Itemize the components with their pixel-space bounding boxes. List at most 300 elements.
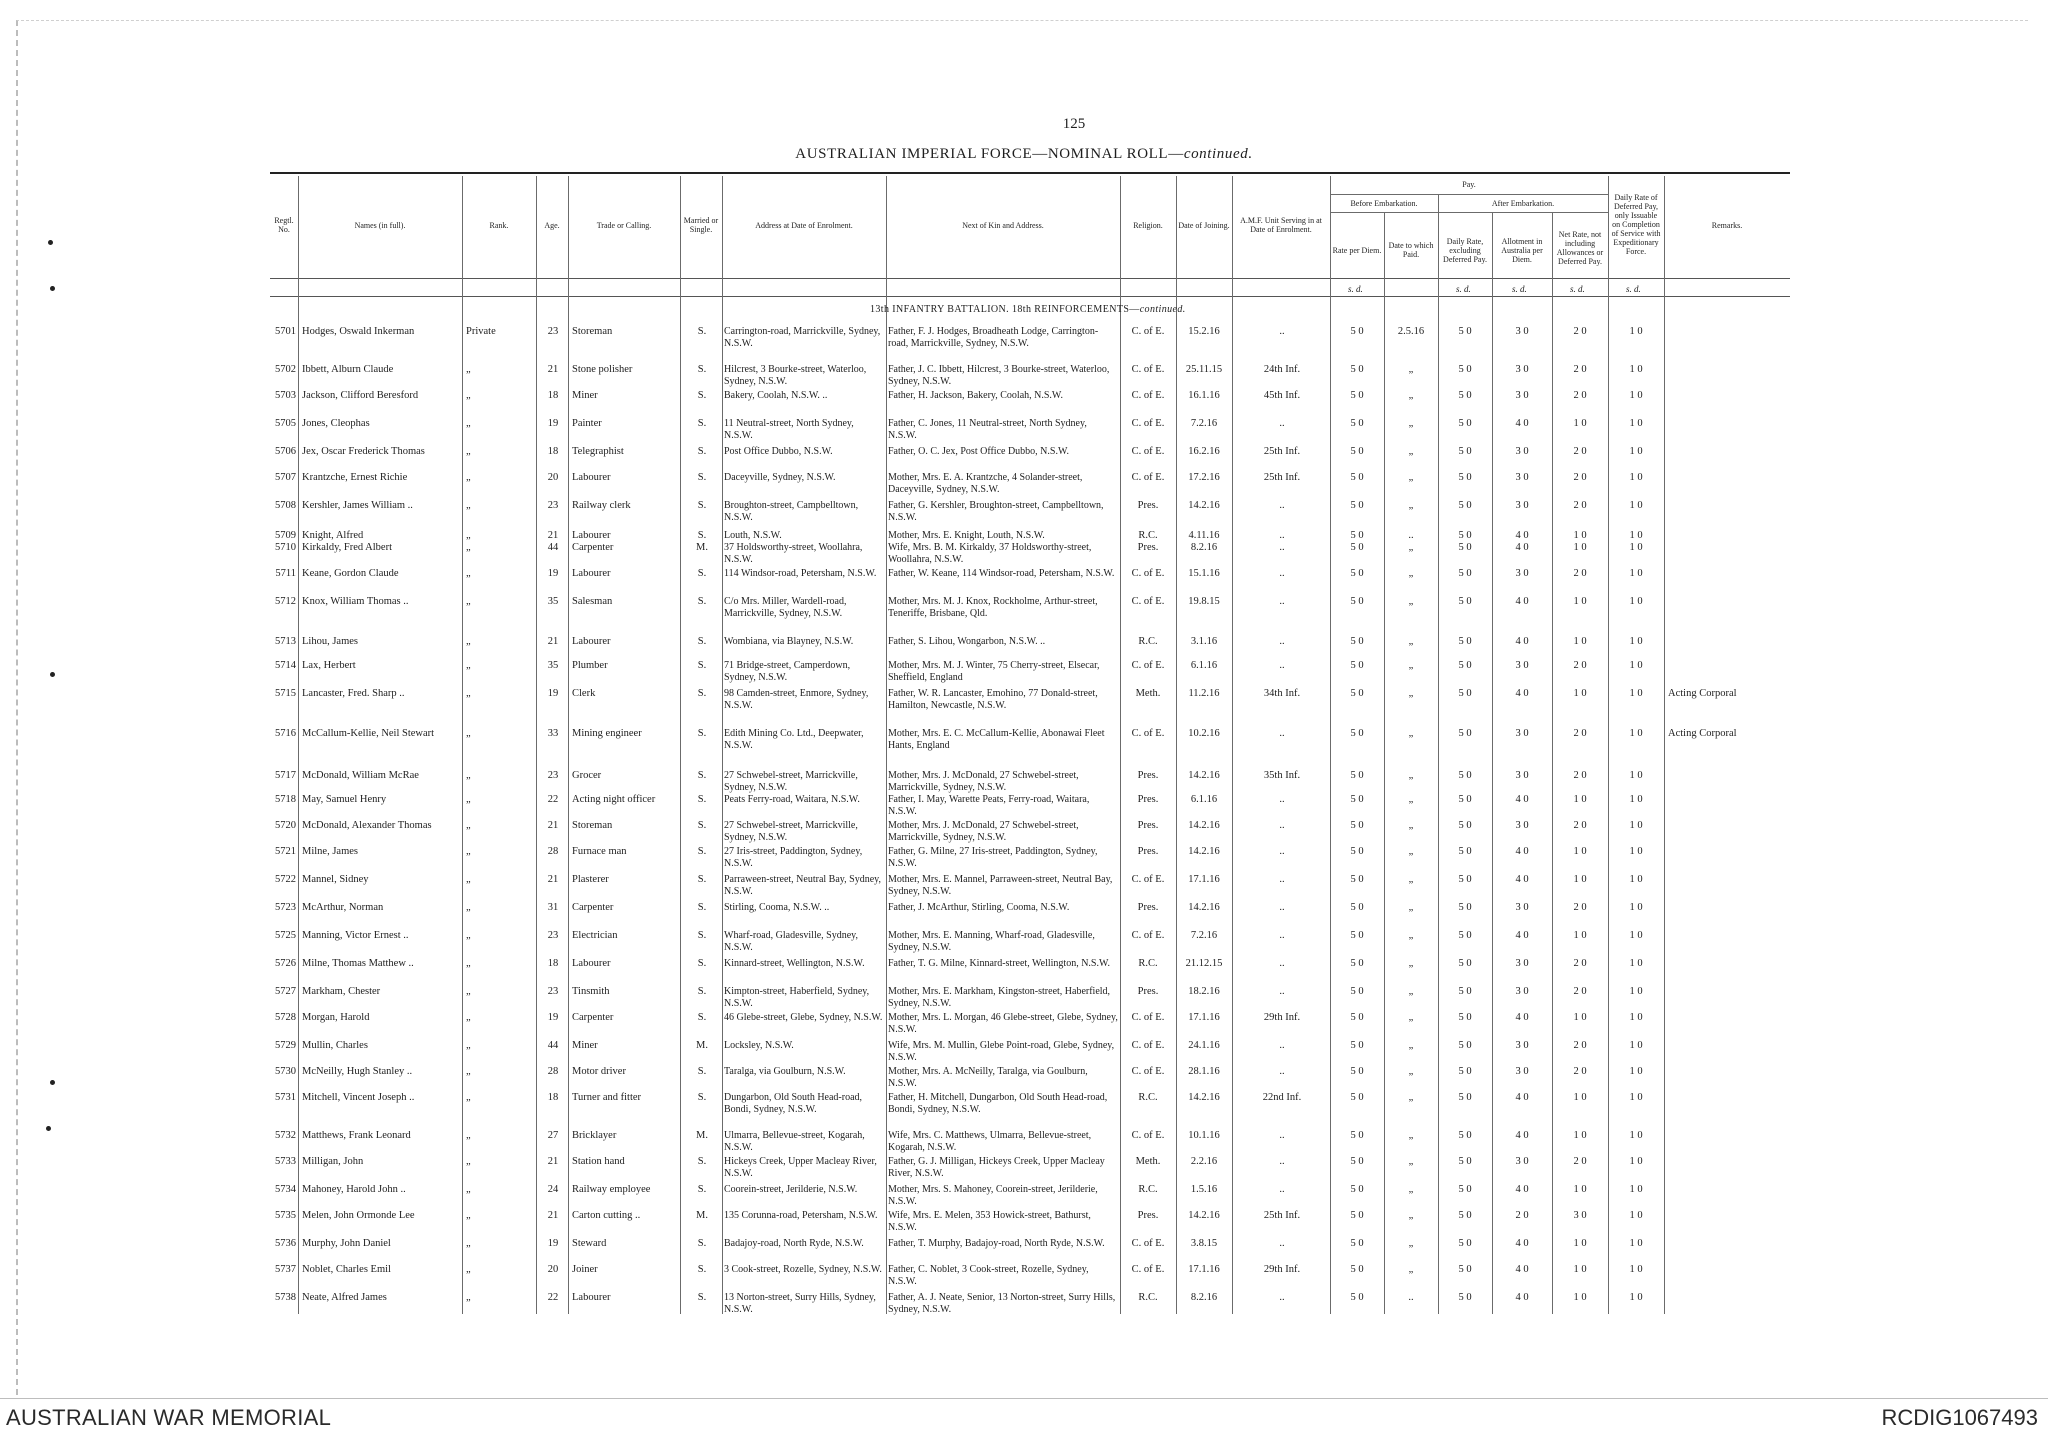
cell-rel: Pres.	[1137, 820, 1159, 831]
table-row	[0, 1184, 2048, 1211]
cell-def: 1 0	[1629, 1130, 1643, 1141]
cell-def: 1 0	[1629, 500, 1643, 511]
cell-trade: Labourer	[572, 530, 611, 541]
cell-unit: ..	[1279, 636, 1285, 647]
cell-no: 5722	[275, 874, 296, 885]
cell-trade: Bricklayer	[572, 1130, 617, 1141]
cell-kin: Mother, Mrs. S. Mahoney, Coorein-street, Jerilderie, N.S.W.	[888, 1184, 1098, 1207]
cell-rel: C. of E.	[1131, 1238, 1165, 1249]
cell-unit: ..	[1279, 326, 1285, 337]
cell-age: 28	[547, 1066, 559, 1077]
cell-allot: 4 0	[1515, 1264, 1529, 1275]
cell-no: 5710	[275, 542, 296, 553]
cell-trade: Carpenter	[572, 1012, 614, 1023]
footer-source: AUSTRALIAN WAR MEMORIAL	[6, 1405, 332, 1430]
cell-name: Mullin, Charles	[302, 1040, 368, 1051]
cell-rate: 5 0	[1350, 1092, 1364, 1103]
cell-unit: ..	[1279, 1066, 1285, 1077]
cell-date: 28.1.16	[1188, 1066, 1220, 1077]
cell-daily: 5 0	[1458, 446, 1472, 457]
cell-no: 5721	[275, 846, 296, 857]
cell-allot: 3 0	[1515, 472, 1529, 483]
footer	[0, 1398, 2048, 1437]
cell-net: 1 0	[1573, 874, 1587, 885]
cell-ms: S.	[697, 728, 707, 739]
cell-name: Manning, Victor Ernest ..	[302, 930, 409, 941]
cell-rate: 5 0	[1350, 1012, 1364, 1023]
cell-addr: Kinnard-street, Wellington, N.S.W.	[724, 958, 865, 969]
cell-date: 24.1.16	[1188, 1040, 1220, 1051]
cell-unit: ..	[1279, 660, 1285, 671]
header-pay: Pay.	[1462, 180, 1476, 189]
cell-date: 2.2.16	[1190, 1156, 1218, 1167]
cell-def: 1 0	[1629, 542, 1643, 553]
cell-trade: Furnace man	[572, 846, 627, 857]
cell-allot: 3 0	[1515, 986, 1529, 997]
cell-name: Murphy, John Daniel	[302, 1238, 391, 1249]
cell-def: 1 0	[1629, 472, 1643, 483]
cell-rate: 5 0	[1350, 902, 1364, 913]
cell-ms: S.	[697, 874, 707, 885]
cell-rate: 5 0	[1350, 820, 1364, 831]
cell-trade: Stone polisher	[572, 364, 633, 375]
cell-ms: S.	[697, 958, 707, 969]
cell-allot: 3 0	[1515, 446, 1529, 457]
cell-date: 21.12.15	[1185, 958, 1223, 969]
cell-addr: 98 Camden-street, Enmore, Sydney, N.S.W.	[724, 688, 869, 711]
cell-rate: 5 0	[1350, 874, 1364, 885]
cell-ms: S.	[697, 472, 707, 483]
cell-allot: 3 0	[1515, 500, 1529, 511]
cell-no: 5711	[275, 568, 296, 579]
cell-ms: S.	[697, 568, 707, 579]
cell-name: Jones, Cleophas	[302, 418, 370, 429]
table-row	[0, 688, 2048, 715]
cell-addr: 46 Glebe-street, Glebe, Sydney, N.S.W.	[724, 1012, 883, 1023]
table-row	[0, 1092, 2048, 1119]
cell-net: 2 0	[1573, 364, 1587, 375]
table-row	[0, 660, 2048, 687]
cell-def: 1 0	[1629, 1066, 1643, 1077]
cell-unit: 29th Inf.	[1263, 1264, 1301, 1275]
cell-name: Knox, William Thomas ..	[302, 596, 409, 607]
cell-paid: „	[1408, 418, 1414, 429]
cell-paid: „	[1408, 568, 1414, 579]
cell-date: 16.2.16	[1188, 446, 1220, 457]
page-number: 125	[1062, 116, 1086, 132]
cell-rate: 5 0	[1350, 1184, 1364, 1195]
header-regtl-no: Regtl. No.	[274, 216, 294, 234]
cell-ms: S.	[697, 820, 707, 831]
cell-ms: S.	[697, 1156, 707, 1167]
cell-date: 17.2.16	[1188, 472, 1220, 483]
cell-daily: 5 0	[1458, 1066, 1472, 1077]
cell-daily: 5 0	[1458, 472, 1472, 483]
cell-unit: ..	[1279, 958, 1285, 969]
cell-age: 21	[547, 364, 559, 375]
cell-rank: „	[466, 596, 471, 607]
cell-no: 5736	[275, 1238, 296, 1249]
cell-rate: 5 0	[1350, 364, 1364, 375]
table-row	[0, 364, 2048, 391]
table-row	[0, 636, 2048, 663]
cell-rel: Pres.	[1137, 794, 1159, 805]
cell-rank: „	[466, 986, 471, 997]
cell-addr: 71 Bridge-street, Camperdown, Sydney, N.S.W.	[724, 660, 851, 683]
cell-unit: ..	[1279, 1040, 1285, 1051]
cell-kin: Father, G. J. Milligan, Hickeys Creek, Upper Macleay River, N.S.W.	[888, 1156, 1105, 1179]
cell-trade: Acting night officer	[572, 794, 656, 805]
cell-trade: Clerk	[572, 688, 596, 699]
cell-paid: „	[1408, 1040, 1414, 1051]
cell-def: 1 0	[1629, 596, 1643, 607]
cell-paid: „	[1408, 1156, 1414, 1167]
header-next-of-kin: Next of Kin and Address.	[962, 220, 1044, 230]
cell-date: 17.1.16	[1188, 1264, 1220, 1275]
table-row	[0, 446, 2048, 473]
cell-unit: ..	[1279, 728, 1285, 739]
cell-addr: Taralga, via Goulburn, N.S.W.	[724, 1066, 846, 1077]
cell-rank: „	[466, 688, 471, 699]
cell-paid: ..	[1408, 1292, 1414, 1303]
cell-date: 7.2.16	[1190, 418, 1218, 429]
cell-rel: Pres.	[1137, 542, 1159, 553]
cell-unit: ..	[1279, 530, 1285, 541]
cell-trade: Steward	[572, 1238, 607, 1249]
cell-rel: Pres.	[1137, 902, 1159, 913]
cell-paid: „	[1408, 1264, 1414, 1275]
table-row	[0, 568, 2048, 595]
table-row	[0, 930, 2048, 957]
table-row	[0, 326, 2048, 353]
cell-paid: „	[1408, 446, 1414, 457]
cell-kin: Wife, Mrs. B. M. Kirkaldy, 37 Holdsworthy-street, Woollahra, N.S.W.	[888, 542, 1092, 565]
cell-kin: Mother, Mrs. E. Knight, Louth, N.S.W.	[888, 530, 1045, 541]
cell-no: 5717	[275, 770, 296, 781]
cell-rel: C. of E.	[1131, 596, 1165, 607]
cell-kin: Father, H. Mitchell, Dungarbon, Old South Head-road, Bondi, Sydney, N.S.W.	[888, 1092, 1108, 1115]
table-row	[0, 986, 2048, 1013]
cell-age: 44	[547, 1040, 559, 1051]
cell-no: 5727	[275, 986, 296, 997]
cell-net: 1 0	[1573, 794, 1587, 805]
cell-rate: 5 0	[1350, 1156, 1364, 1167]
cell-date: 3.8.15	[1190, 1238, 1218, 1249]
cell-age: 19	[547, 688, 559, 699]
cell-kin: Father, G. Milne, 27 Iris-street, Paddington, Sydney, N.S.W.	[888, 846, 1098, 869]
cell-net: 1 0	[1573, 1238, 1587, 1249]
cell-no: 5723	[275, 902, 296, 913]
cell-paid: „	[1408, 1184, 1414, 1195]
cell-age: 21	[547, 636, 559, 647]
cell-rel: C. of E.	[1131, 1040, 1165, 1051]
footer-identifier: RCDIG1067493	[1881, 1405, 2038, 1430]
cell-age: 20	[547, 1264, 559, 1275]
cell-allot: 3 0	[1515, 568, 1529, 579]
cell-rate: 5 0	[1350, 568, 1364, 579]
cell-rate: 5 0	[1350, 846, 1364, 857]
cell-rate: 5 0	[1350, 1292, 1364, 1303]
cell-addr: Coorein-street, Jerilderie, N.S.W.	[724, 1184, 858, 1195]
cell-paid: 2.5.16	[1397, 326, 1425, 337]
cell-date: 15.1.16	[1188, 568, 1220, 579]
header-names: Names (in full).	[354, 220, 406, 230]
cell-def: 1 0	[1629, 1012, 1643, 1023]
cell-paid: „	[1408, 500, 1414, 511]
cell-net: 1 0	[1573, 1264, 1587, 1275]
cell-daily: 5 0	[1458, 568, 1472, 579]
cell-age: 19	[547, 418, 559, 429]
cell-name: Krantzche, Ernest Richie	[302, 472, 408, 483]
table-row	[0, 1012, 2048, 1039]
cell-no: 5712	[275, 596, 296, 607]
cell-def: 1 0	[1629, 958, 1643, 969]
cell-remarks: Acting Corporal	[1668, 688, 1737, 699]
cell-rate: 5 0	[1350, 472, 1364, 483]
cell-kin: Mother, Mrs. L. Morgan, 46 Glebe-street, Glebe, Sydney, N.S.W.	[888, 1012, 1118, 1035]
cell-age: 22	[547, 794, 559, 805]
cell-def: 1 0	[1629, 986, 1643, 997]
cell-trade: Labourer	[572, 636, 611, 647]
cell-paid: „	[1408, 1012, 1414, 1023]
cell-net: 1 0	[1573, 1012, 1587, 1023]
cell-rate: 5 0	[1350, 986, 1364, 997]
cell-rank: „	[466, 530, 471, 541]
cell-rank: „	[466, 770, 471, 781]
cell-kin: Father, G. Kershler, Broughton-street, Campbelltown, N.S.W.	[888, 500, 1104, 523]
cell-no: 5713	[275, 636, 296, 647]
cell-date: 3.1.16	[1190, 636, 1218, 647]
punch-hole-mark	[48, 240, 53, 245]
cell-allot: 3 0	[1515, 902, 1529, 913]
cell-date: 14.2.16	[1188, 500, 1220, 511]
header-date-joining: Date of Joining.	[1178, 220, 1230, 230]
cell-paid: „	[1408, 542, 1414, 553]
cell-ms: S.	[697, 390, 707, 401]
cell-no: 5706	[275, 446, 296, 457]
cell-no: 5732	[275, 1130, 296, 1141]
cell-unit: 24th Inf.	[1263, 364, 1301, 375]
cell-kin: Mother, Mrs. E. A. Krantzche, 4 Solander-street, Daceyville, Sydney, N.S.W.	[888, 472, 1083, 495]
header-after-embarkation: After Embarkation.	[1491, 199, 1555, 208]
cell-allot: 4 0	[1515, 1292, 1529, 1303]
cell-net: 2 0	[1573, 728, 1587, 739]
cell-kin: Father, I. May, Warette Peats, Ferry-road, Waitara, N.S.W.	[888, 794, 1090, 817]
cell-age: 21	[547, 1156, 559, 1167]
table-row	[0, 902, 2048, 929]
cell-def: 1 0	[1629, 1292, 1643, 1303]
cell-daily: 5 0	[1458, 542, 1472, 553]
cell-date: 8.2.16	[1190, 542, 1218, 553]
cell-addr: Kimpton-street, Haberfield, Sydney, N.S.W.	[724, 986, 870, 1009]
table-row	[0, 1130, 2048, 1157]
cell-addr: Dungarbon, Old South Head-road, Bondi, Sydney, N.S.W.	[724, 1092, 863, 1115]
cell-trade: Carton cutting ..	[572, 1210, 641, 1221]
cell-allot: 4 0	[1515, 930, 1529, 941]
cell-rel: C. of E.	[1131, 874, 1165, 885]
unit-sd: s. d.	[1456, 284, 1471, 294]
cell-ms: S.	[697, 1012, 707, 1023]
cell-rate: 5 0	[1350, 660, 1364, 671]
cell-unit: 29th Inf.	[1263, 1012, 1301, 1023]
cell-ms: M.	[696, 542, 708, 553]
cell-name: Markham, Chester	[302, 986, 381, 997]
cell-paid: „	[1408, 688, 1414, 699]
cell-no: 5734	[275, 1184, 296, 1195]
cell-rel: C. of E.	[1131, 728, 1165, 739]
cell-ms: S.	[697, 446, 707, 457]
cell-no: 5701	[275, 326, 296, 337]
cell-net: 2 0	[1573, 500, 1587, 511]
cell-def: 1 0	[1629, 364, 1643, 375]
cell-rank: „	[466, 1092, 471, 1103]
cell-no: 5718	[275, 794, 296, 805]
cell-daily: 5 0	[1458, 728, 1472, 739]
table-row	[0, 390, 2048, 417]
cell-rank: „	[466, 390, 471, 401]
cell-ms: S.	[697, 418, 707, 429]
cell-daily: 5 0	[1458, 660, 1472, 671]
cell-no: 5707	[275, 472, 296, 483]
cell-paid: „	[1408, 770, 1414, 781]
cell-addr: Broughton-street, Campbelltown, N.S.W.	[724, 500, 859, 523]
cell-no: 5725	[275, 930, 296, 941]
cell-paid: „	[1408, 846, 1414, 857]
cell-allot: 4 0	[1515, 688, 1529, 699]
cell-def: 1 0	[1629, 418, 1643, 429]
cell-kin: Father, T. Murphy, Badajoy-road, North Ryde, N.S.W.	[888, 1238, 1105, 1249]
cell-rate: 5 0	[1350, 530, 1364, 541]
cell-net: 1 0	[1573, 530, 1587, 541]
cell-net: 1 0	[1573, 596, 1587, 607]
cell-daily: 5 0	[1458, 1130, 1472, 1141]
unit-sd: s. d.	[1570, 284, 1585, 294]
cell-remarks: Acting Corporal	[1668, 728, 1737, 739]
cell-allot: 4 0	[1515, 846, 1529, 857]
table-row	[0, 1040, 2048, 1067]
cell-kin: Mother, Mrs. J. McDonald, 27 Schwebel-street, Marrickville, Sydney, N.S.W.	[888, 770, 1079, 793]
cell-trade: Motor driver	[572, 1066, 626, 1077]
cell-addr: Parraween-street, Neutral Bay, Sydney, N.S.W.	[724, 874, 881, 897]
cell-name: McCallum-Kellie, Neil Stewart	[302, 728, 435, 739]
cell-daily: 5 0	[1458, 1012, 1472, 1023]
cell-no: 5735	[275, 1210, 296, 1221]
cell-ms: S.	[697, 1092, 707, 1103]
cell-net: 2 0	[1573, 568, 1587, 579]
cell-net: 2 0	[1573, 390, 1587, 401]
cell-daily: 5 0	[1458, 1040, 1472, 1051]
cell-date: 14.2.16	[1188, 1210, 1220, 1221]
cell-rank: „	[466, 636, 471, 647]
cell-def: 1 0	[1629, 326, 1643, 337]
cell-allot: 4 0	[1515, 1092, 1529, 1103]
cell-age: 33	[547, 728, 559, 739]
cell-kin: Mother, Mrs. A. McNeilly, Taralga, via Goulburn, N.S.W.	[888, 1066, 1088, 1089]
cell-rate: 5 0	[1350, 1210, 1364, 1221]
cell-age: 21	[547, 530, 559, 541]
cell-addr: 37 Holdsworthy-street, Woollahra, N.S.W.	[724, 542, 863, 565]
cell-date: 14.2.16	[1188, 902, 1220, 913]
cell-unit: 22nd Inf.	[1262, 1092, 1302, 1103]
cell-rel: R.C.	[1138, 636, 1158, 647]
section-heading: 13th INFANTRY BATTALION. 18th REINFORCEMENTS—continued.	[870, 304, 1186, 315]
cell-net: 3 0	[1573, 1210, 1587, 1221]
cell-rel: C. of E.	[1131, 1012, 1165, 1023]
cell-rate: 5 0	[1350, 1264, 1364, 1275]
cell-age: 27	[547, 1130, 559, 1141]
cell-unit: ..	[1279, 596, 1285, 607]
cell-rank: „	[466, 472, 471, 483]
cell-trade: Turner and fitter	[572, 1092, 642, 1103]
cell-rel: R.C.	[1138, 1092, 1158, 1103]
cell-rel: C. of E.	[1131, 390, 1165, 401]
cell-daily: 5 0	[1458, 1184, 1472, 1195]
cell-rel: Pres.	[1137, 770, 1159, 781]
cell-def: 1 0	[1629, 1264, 1643, 1275]
header-net-rate: Net Rate, not including Allowances or Deferred Pay.	[1556, 230, 1604, 266]
cell-age: 23	[547, 986, 559, 997]
cell-allot: 4 0	[1515, 530, 1529, 541]
cell-daily: 5 0	[1458, 1238, 1472, 1249]
cell-rate: 5 0	[1350, 1040, 1364, 1051]
cell-rank: „	[466, 1130, 471, 1141]
cell-daily: 5 0	[1458, 418, 1472, 429]
cell-rank: „	[466, 794, 471, 805]
cell-age: 19	[547, 568, 559, 579]
cell-net: 1 0	[1573, 846, 1587, 857]
header-rank: Rank.	[489, 220, 509, 230]
cell-kin: Father, H. Jackson, Bakery, Coolah, N.S.W.	[888, 390, 1063, 401]
cell-name: McNeilly, Hugh Stanley ..	[302, 1066, 413, 1077]
cell-no: 5733	[275, 1156, 296, 1167]
cell-no: 5709	[275, 530, 296, 541]
cell-paid: „	[1408, 390, 1414, 401]
header-remarks: Remarks.	[1711, 220, 1743, 230]
cell-name: McDonald, Alexander Thomas	[302, 820, 432, 831]
cell-kin: Mother, Mrs. E. C. McCallum-Kellie, Abonawai Fleet Hants, England	[888, 728, 1105, 751]
cell-allot: 3 0	[1515, 770, 1529, 781]
cell-allot: 4 0	[1515, 1130, 1529, 1141]
table-row	[0, 542, 2048, 569]
cell-no: 5705	[275, 418, 296, 429]
cell-rate: 5 0	[1350, 446, 1364, 457]
cell-rel: Meth.	[1135, 688, 1161, 699]
cell-paid: „	[1408, 1210, 1414, 1221]
cell-def: 1 0	[1629, 902, 1643, 913]
cell-name: Knight, Alfred	[302, 530, 364, 541]
cell-age: 20	[547, 472, 559, 483]
cell-unit: ..	[1279, 1292, 1285, 1303]
cell-net: 2 0	[1573, 770, 1587, 781]
cell-trade: Salesman	[572, 596, 613, 607]
cell-rel: C. of E.	[1131, 418, 1165, 429]
cell-def: 1 0	[1629, 794, 1643, 805]
cell-unit: 45th Inf.	[1263, 390, 1301, 401]
cell-ms: S.	[697, 930, 707, 941]
cell-net: 2 0	[1573, 986, 1587, 997]
cell-kin: Wife, Mrs. E. Melen, 353 Howick-street, Bathurst, N.S.W.	[888, 1210, 1091, 1233]
header-daily-rate: Daily Rate, excluding Deferred Pay.	[1443, 236, 1487, 264]
table-row	[0, 1264, 2048, 1291]
cell-def: 1 0	[1629, 446, 1643, 457]
cell-addr: C/o Mrs. Miller, Wardell-road, Marrickville, Sydney, N.S.W.	[724, 596, 847, 619]
cell-ms: S.	[697, 326, 707, 337]
cell-allot: 2 0	[1515, 1210, 1529, 1221]
cell-paid: „	[1408, 636, 1414, 647]
cell-rank: „	[466, 1264, 471, 1275]
cell-daily: 5 0	[1458, 688, 1472, 699]
cell-addr: 3 Cook-street, Rozelle, Sydney, N.S.W.	[724, 1264, 882, 1275]
